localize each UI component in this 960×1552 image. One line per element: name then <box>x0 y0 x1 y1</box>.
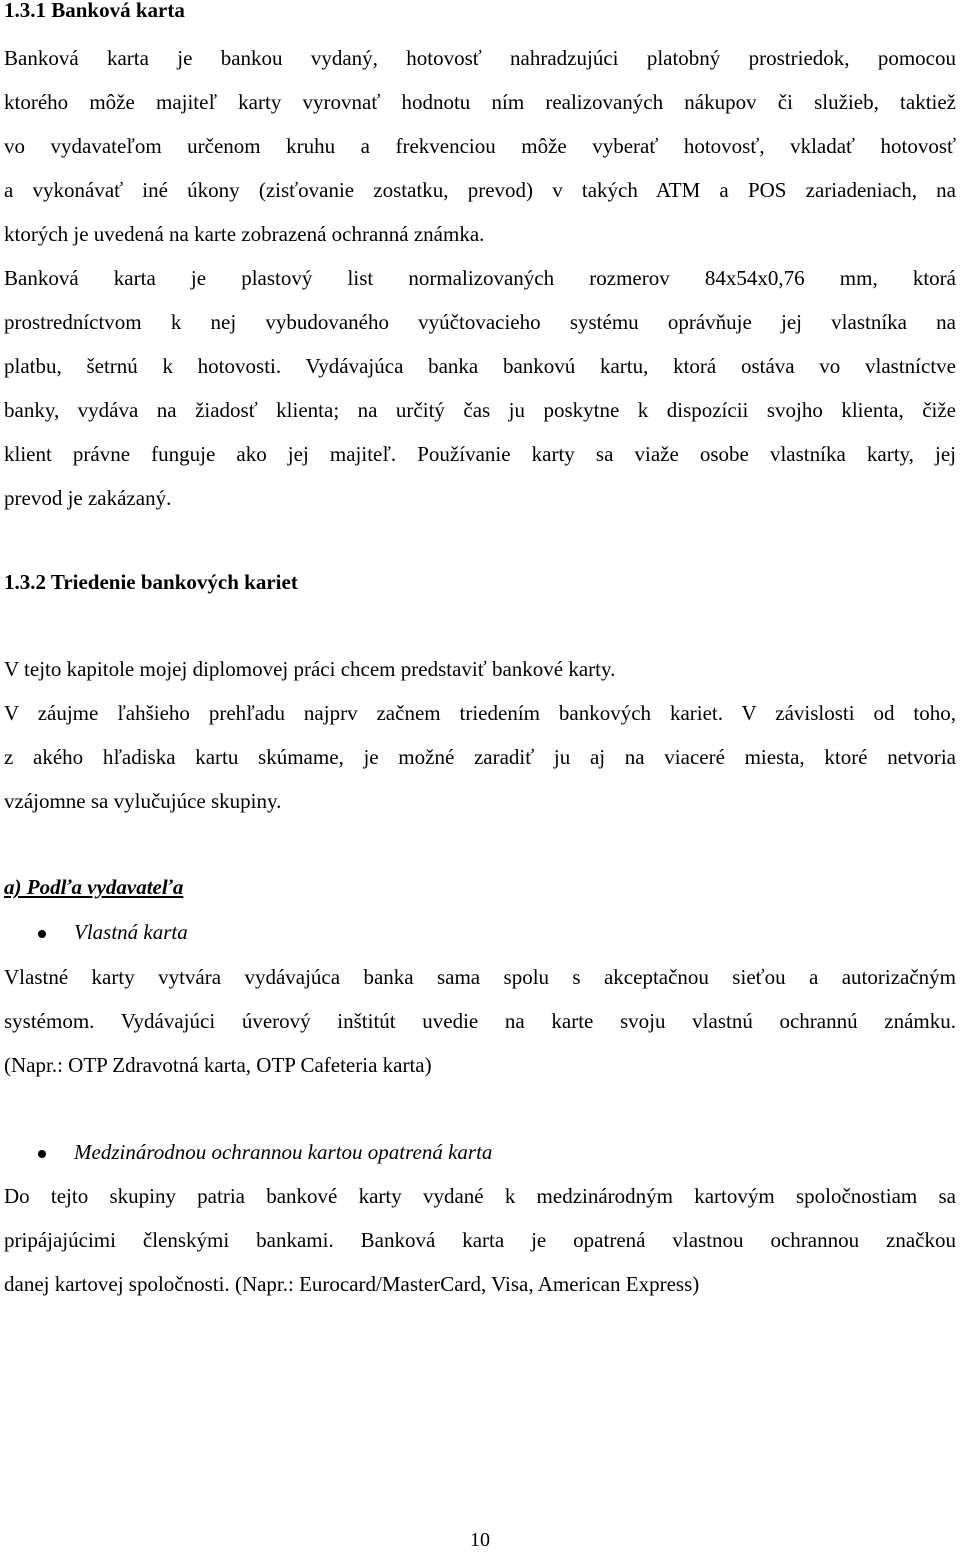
bullet-title: Medzinárodnou ochrannou kartou opatrená karta <box>74 1140 493 1164</box>
text-line: systémom. Vydávajúci úverový inštitút uvedie na karte svoju vlastnú ochrannú známku. <box>4 1009 956 1033</box>
text-line: Banková karta je bankou vydaný, hotovosť nahradzujúci platobný prostriedok, pomocou <box>4 46 956 70</box>
subsection-heading-podla-vydavatela: a) Podľa vydavateľa <box>4 875 184 899</box>
text-line: ktorých je uvedená na karte zobrazená ochranná známka. <box>4 222 485 246</box>
text-line: Banková karta je plastový list normalizovaných rozmerov 84x54x0,76 mm, ktorá <box>4 266 956 290</box>
bullet-item-vlastna-karta <box>4 920 188 945</box>
text-line: klient právne funguje ako jej majiteľ. Používanie karty sa viaže osobe vlastníka karty, jej <box>4 442 956 466</box>
paragraph-bankova-karta <box>4 36 956 520</box>
paragraph-medzinarodna-karta <box>4 1174 956 1306</box>
text-line: Vlastné karty vytvára vydávajúca banka sama spolu s akceptačnou sieťou a autorizačným <box>4 965 956 989</box>
text-line: banky, vydáva na žiadosť klienta; na určitý čas ju poskytne k dispozícii svojho klienta, čiže <box>4 398 956 422</box>
bullet-item-medzinarodna-karta <box>4 1140 492 1165</box>
text-line: (Napr.: OTP Zdravotná karta, OTP Cafeteria karta) <box>4 1053 432 1077</box>
text-line: z akého hľadiska kartu skúmame, je možné zaradiť ju aj na viaceré miesta, ktoré netvoria <box>4 745 956 769</box>
text-line: platbu, šetrnú k hotovosti. Vydávajúca banka bankovú kartu, ktorá ostáva vo vlastníctve <box>4 354 956 378</box>
text-line: prevod je zakázaný. <box>4 486 172 510</box>
section-heading-1-3-2: 1.3.2 Triedenie bankových kariet <box>4 570 298 594</box>
bullet-dot-icon <box>4 1140 74 1165</box>
text-line: pripájajúcimi členskými bankami. Banková karta je opatrená vlastnou ochrannou značkou <box>4 1228 956 1252</box>
section-heading-1-3-1: 1.3.1 Banková karta <box>4 0 185 22</box>
text-line: ktorého môže majiteľ karty vyrovnať hodnotu ním realizovaných nákupov či služieb, taktiež <box>4 90 956 114</box>
text-line: danej kartovej spoločnosti. (Napr.: Eurocard/MasterCard, Visa, American Express) <box>4 1272 700 1296</box>
text-line: vo vydavateľom určenom kruhu a frekvenciou môže vyberať hotovosť, vkladať hotovosť <box>4 134 956 158</box>
page-number: 10 <box>470 1529 490 1551</box>
text-line: V záujme ľahšieho prehľadu najprv začnem triedením bankových kariet. V závislosti od toho, <box>4 701 956 725</box>
text-line: Do tejto skupiny patria bankové karty vydané k medzinárodným kartovým spoločnostiam sa <box>4 1184 956 1208</box>
paragraph-vlastna-karta <box>4 955 956 1087</box>
text-line: a vykonávať iné úkony (zisťovanie zostatku, prevod) v takých ATM a POS zariadeniach, na <box>4 178 956 202</box>
text-line: V tejto kapitole mojej diplomovej práci chcem predstaviť bankové karty. <box>4 657 616 681</box>
paragraph-triedenie <box>4 647 956 823</box>
bullet-title: Vlastná karta <box>74 920 188 944</box>
bullet-dot-icon <box>4 920 74 945</box>
text-line: vzájomne sa vylučujúce skupiny. <box>4 789 282 813</box>
text-line: prostredníctvom k nej vybudovaného vyúčtovacieho systému oprávňuje jej vlastníka na <box>4 310 956 334</box>
